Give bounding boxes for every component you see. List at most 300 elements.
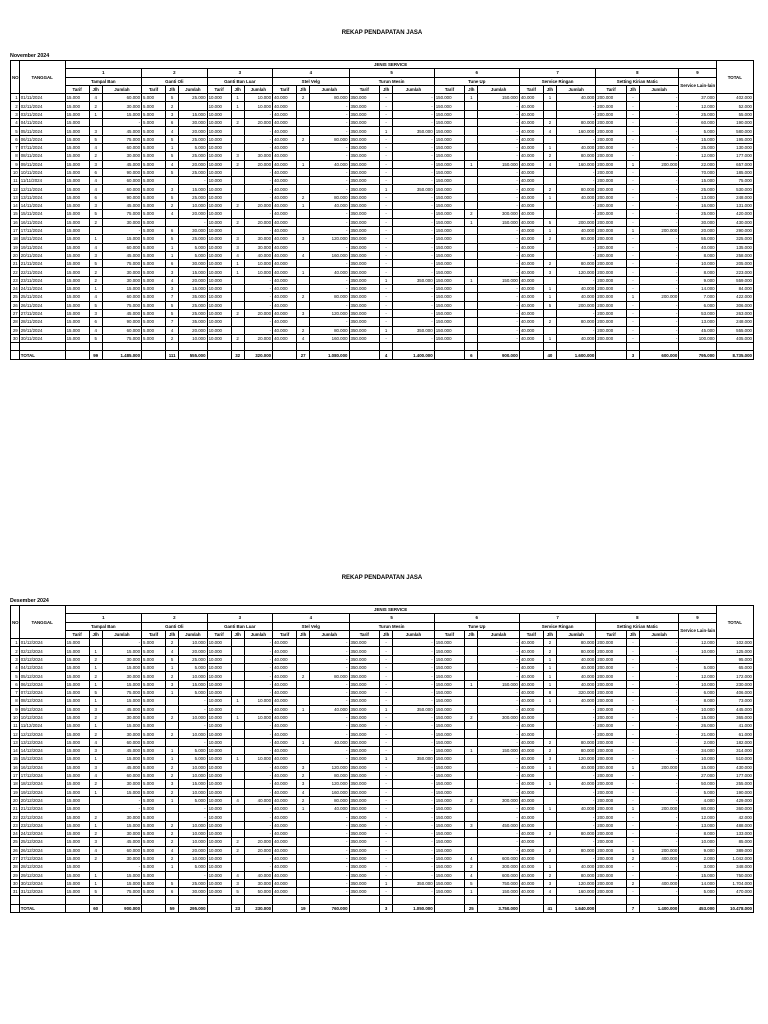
table-row <box>11 218 754 226</box>
table-cell: 80.000 <box>310 94 349 102</box>
table-cell: - <box>393 243 435 251</box>
table-cell: - <box>639 747 678 755</box>
table-cell: - <box>478 309 520 317</box>
table-cell: - <box>380 780 393 788</box>
table-cell: - <box>244 110 272 118</box>
table-cell: 5.000 <box>142 780 166 788</box>
table-cell: 3 <box>89 838 102 846</box>
table-cell: 200.000 <box>596 309 627 317</box>
table-cell: 200.000 <box>596 713 627 721</box>
table-cell: 18/12/2024 <box>19 780 65 788</box>
table-cell: - <box>179 218 207 226</box>
table-cell: 200.000 <box>596 697 627 705</box>
table-cell: 40.000 <box>519 218 543 226</box>
total-cell: 1.050.000 <box>393 904 435 912</box>
table-cell: 350.000 <box>349 713 380 721</box>
table-cell: 80.000 <box>556 747 595 755</box>
table-cell: - <box>478 755 520 763</box>
table-cell: 1 <box>543 805 556 813</box>
table-cell: 10.000 <box>207 639 231 647</box>
table-cell: - <box>310 226 349 234</box>
table-cell: 150.000 <box>434 235 465 243</box>
table-cell <box>297 210 310 218</box>
table-cell: 10.000 <box>207 202 231 210</box>
table-cell: 200.000 <box>596 763 627 771</box>
table-cell: 150.000 <box>434 722 465 730</box>
table-cell: 5.000 <box>142 672 166 680</box>
table-cell: 20/11/2024 <box>19 251 65 259</box>
table-cell: 2 <box>231 160 244 168</box>
table-cell <box>297 730 310 738</box>
table-cell: 10.000 <box>179 830 207 838</box>
table-cell: 150.000 <box>434 119 465 127</box>
table-cell: 15.000 <box>65 688 89 696</box>
table-cell: 3 <box>166 268 179 276</box>
table-cell: 15.000 <box>65 796 89 804</box>
table-cell: 150.000 <box>434 813 465 821</box>
table-cell: 190.000 <box>716 788 753 796</box>
table-cell: - <box>478 119 520 127</box>
table-cell: 20.000 <box>179 276 207 284</box>
table-cell: - <box>310 664 349 672</box>
table-cell: 40.000 <box>273 193 297 201</box>
table-cell: 40.000 <box>519 722 543 730</box>
table-cell: - <box>179 722 207 730</box>
table-cell: 350.000 <box>349 326 380 334</box>
table-cell: 350.000 <box>349 639 380 647</box>
spacer-cell <box>11 896 20 904</box>
table-cell: 40.000 <box>519 285 543 293</box>
table-cell: 8.000 <box>679 697 716 705</box>
table-cell: 2 <box>89 730 102 738</box>
table-cell <box>465 730 478 738</box>
total-cell <box>65 351 89 359</box>
table-cell: 10.000 <box>207 830 231 838</box>
table-cell <box>543 722 556 730</box>
table-cell: - <box>639 235 678 243</box>
table-cell: 15.000 <box>65 260 89 268</box>
table-cell: 4 <box>166 160 179 168</box>
table-cell <box>297 871 310 879</box>
table-row <box>11 788 754 796</box>
table-cell: - <box>556 177 595 185</box>
spacer-cell <box>556 896 595 904</box>
table-cell: 40.000 <box>519 854 543 862</box>
table-cell: 150.000 <box>478 680 520 688</box>
table-cell: 4 <box>297 251 310 259</box>
table-cell: 6 <box>11 135 20 143</box>
table-cell: 40.000 <box>273 260 297 268</box>
table-cell: 1 <box>89 755 102 763</box>
table-cell: - <box>102 863 141 871</box>
table-cell: 15.000 <box>65 738 89 746</box>
table-cell: 09/12/2024 <box>19 705 65 713</box>
table-cell: 1 <box>89 110 102 118</box>
table-cell: 10.000 <box>179 788 207 796</box>
spacer-cell <box>679 343 716 351</box>
table-cell: - <box>244 301 272 309</box>
table-cell: 40.000 <box>519 202 543 210</box>
table-cell: 10.000 <box>244 755 272 763</box>
table-cell: 40.000 <box>273 301 297 309</box>
table-cell: - <box>639 276 678 284</box>
table-cell: - <box>393 788 435 796</box>
table-cell: - <box>380 218 393 226</box>
table-cell: - <box>556 168 595 176</box>
table-cell: 530.000 <box>716 185 753 193</box>
table-cell: 21/12/2024 <box>19 805 65 813</box>
table-cell: 350.000 <box>349 788 380 796</box>
total-cell <box>519 351 543 359</box>
table-cell: - <box>244 680 272 688</box>
table-cell: 2 <box>231 309 244 317</box>
table-cell <box>297 697 310 705</box>
table-cell: 4 <box>166 127 179 135</box>
table-cell: 15.000 <box>65 763 89 771</box>
table-row <box>11 796 754 804</box>
total-cell: 7 <box>626 904 639 912</box>
subheader-tarif: Tarif <box>207 85 231 93</box>
table-cell: 30.000 <box>179 226 207 234</box>
table-cell: - <box>310 185 349 193</box>
table-cell: 2 <box>297 293 310 301</box>
table-cell: 10.000 <box>207 226 231 234</box>
table-cell: 40.000 <box>519 688 543 696</box>
table-cell: - <box>244 771 272 779</box>
table-cell <box>231 210 244 218</box>
table-cell <box>465 688 478 696</box>
table-cell: 20.000 <box>244 846 272 854</box>
service-number: 2 <box>142 69 208 77</box>
table-cell: 10.000 <box>179 730 207 738</box>
table-cell: - <box>626 260 639 268</box>
table-cell: 27.000 <box>679 771 716 779</box>
table-cell: 2 <box>465 210 478 218</box>
table-cell: 2 <box>465 796 478 804</box>
table-cell: 5.000 <box>179 755 207 763</box>
table-cell: 8.000 <box>679 830 716 838</box>
table-cell: 2 <box>543 639 556 647</box>
table-cell: 200.000 <box>596 854 627 862</box>
total-cell <box>349 904 380 912</box>
table-cell: 230.000 <box>716 680 753 688</box>
table-cell: 10.000 <box>207 210 231 218</box>
table-cell: 21.000 <box>679 730 716 738</box>
service-number: 6 <box>434 614 519 622</box>
table-cell: - <box>393 647 435 655</box>
table-cell: 5.000 <box>142 334 166 342</box>
service-number: 3 <box>207 614 273 622</box>
table-cell: 40.000 <box>273 326 297 334</box>
table-cell: 12.000 <box>679 813 716 821</box>
total-cell: 795.000 <box>679 351 716 359</box>
table-cell: 1 <box>89 722 102 730</box>
spacer-cell <box>142 343 166 351</box>
table-cell: 1 <box>543 226 556 234</box>
table-cell: - <box>310 722 349 730</box>
table-cell: 60.000 <box>102 243 141 251</box>
table-cell: - <box>639 177 678 185</box>
table-cell: 200.000 <box>596 127 627 135</box>
total-cell <box>519 904 543 912</box>
table-cell: - <box>380 318 393 326</box>
table-cell: - <box>556 854 595 862</box>
table-cell <box>297 821 310 829</box>
table-cell: - <box>478 688 520 696</box>
table-cell <box>231 730 244 738</box>
header-total: TOTAL <box>716 606 753 639</box>
service-name: Tune Up <box>434 77 519 85</box>
subheader-jlh: Jlh <box>297 85 310 93</box>
table-cell: 40.000 <box>244 796 272 804</box>
table-cell: - <box>393 863 435 871</box>
table-row <box>11 210 754 218</box>
table-cell: 20.000 <box>179 647 207 655</box>
table-cell: 5.000 <box>142 838 166 846</box>
table-cell: 15.000 <box>679 871 716 879</box>
table-cell: 40.000 <box>556 226 595 234</box>
table-cell: 11/11/2024 <box>19 177 65 185</box>
table-cell: 2 <box>89 830 102 838</box>
table-cell: 2 <box>626 879 639 887</box>
table-cell: 5.000 <box>179 747 207 755</box>
table-cell <box>465 846 478 854</box>
table-cell: 10.000 <box>207 285 231 293</box>
table-cell: 50.000 <box>244 888 272 896</box>
table-cell: - <box>244 730 272 738</box>
subheader-tarif: Tarif <box>434 630 465 638</box>
table-cell: 1 <box>380 755 393 763</box>
table-cell: 5 <box>89 135 102 143</box>
table-cell: - <box>179 738 207 746</box>
table-cell: 25.000 <box>179 309 207 317</box>
table-cell: 5.000 <box>142 805 166 813</box>
table-cell: 75.000 <box>102 210 141 218</box>
table-cell: 80.000 <box>556 830 595 838</box>
table-cell <box>543 102 556 110</box>
table-cell: 1 <box>11 94 20 102</box>
table-cell: 20.000 <box>244 838 272 846</box>
table-cell: 40.000 <box>273 110 297 118</box>
table-cell: - <box>626 688 639 696</box>
service-name: Ganti Ban Luar <box>207 77 273 85</box>
table-cell: 5 <box>166 152 179 160</box>
table-cell: - <box>626 713 639 721</box>
table-cell <box>297 276 310 284</box>
table-cell: - <box>478 830 520 838</box>
table-cell: - <box>393 226 435 234</box>
table-cell <box>465 177 478 185</box>
table-cell: 5.000 <box>142 210 166 218</box>
table-cell: 80.000 <box>310 135 349 143</box>
table-row <box>11 318 754 326</box>
table-cell: 429.000 <box>716 796 753 804</box>
table-cell: 10.000 <box>679 647 716 655</box>
table-cell: 430.000 <box>716 218 753 226</box>
header-tanggal: TANGGAL <box>19 606 65 639</box>
table-cell: 25.000 <box>679 110 716 118</box>
table-cell: - <box>626 102 639 110</box>
table-cell: 10.000 <box>207 94 231 102</box>
table-cell: 248.000 <box>716 193 753 201</box>
table-cell: 160.000 <box>310 334 349 342</box>
table-cell: 2 <box>543 185 556 193</box>
table-cell <box>465 326 478 334</box>
subheader-tarif: Tarif <box>349 85 380 93</box>
table-cell: 5.000 <box>679 127 716 135</box>
table-cell: 40.000 <box>519 813 543 821</box>
table-cell: - <box>639 796 678 804</box>
table-cell: 80.000 <box>556 119 595 127</box>
table-cell: 3 <box>297 235 310 243</box>
table-cell: 40.000 <box>519 110 543 118</box>
table-cell: 200.000 <box>596 672 627 680</box>
table-cell: 40.000 <box>273 713 297 721</box>
table-cell: 75.000 <box>102 135 141 143</box>
table-cell: 5.000 <box>142 127 166 135</box>
table-cell: 10.000 <box>207 879 231 887</box>
table-cell: 5.000 <box>142 94 166 102</box>
table-cell: 200.000 <box>596 102 627 110</box>
table-cell: - <box>478 730 520 738</box>
table-cell: 40.000 <box>310 805 349 813</box>
table-cell: - <box>244 705 272 713</box>
table-cell: 10.000 <box>179 771 207 779</box>
table-cell: 2 <box>297 796 310 804</box>
table-cell: 160.000 <box>556 888 595 896</box>
table-cell: 30.000 <box>244 243 272 251</box>
table-cell: 5 <box>166 168 179 176</box>
table-cell: 15.000 <box>65 202 89 210</box>
table-cell: 1 <box>543 680 556 688</box>
table-cell: 4 <box>166 326 179 334</box>
table-cell: 28 <box>11 863 20 871</box>
table-cell: 200.000 <box>596 846 627 854</box>
table-cell: 1 <box>465 680 478 688</box>
table-cell: - <box>310 838 349 846</box>
spacer-cell <box>207 896 231 904</box>
table-cell: 28/11/2024 <box>19 318 65 326</box>
table-cell: 4 <box>89 185 102 193</box>
table-cell: 5.000 <box>679 664 716 672</box>
spacer-cell <box>11 343 20 351</box>
table-cell <box>543 251 556 259</box>
spacer-cell <box>380 343 393 351</box>
table-cell: 45.000 <box>102 705 141 713</box>
spacer-cell <box>19 343 65 351</box>
table-cell: - <box>556 730 595 738</box>
table-cell: 5.000 <box>142 747 166 755</box>
table-cell: 15.000 <box>65 243 89 251</box>
subheader-jumlah: Jumlah <box>478 630 520 638</box>
table-cell: - <box>556 251 595 259</box>
table-cell: 150.000 <box>434 326 465 334</box>
table-cell: 4 <box>166 846 179 854</box>
table-cell: 150.000 <box>434 193 465 201</box>
table-cell <box>231 655 244 663</box>
table-cell: 10.000 <box>244 102 272 110</box>
table-cell: - <box>393 110 435 118</box>
table-cell: - <box>380 813 393 821</box>
table-cell: 40.000 <box>556 293 595 301</box>
table-cell: 5.000 <box>142 268 166 276</box>
table-cell: 10.000 <box>207 838 231 846</box>
table-cell: 2 <box>89 276 102 284</box>
table-cell: 5 <box>543 301 556 309</box>
table-cell: 150.000 <box>434 143 465 151</box>
table-cell <box>231 863 244 871</box>
subheader-jlh: Jlh <box>543 85 556 93</box>
table-cell: - <box>556 796 595 804</box>
table-cell <box>297 143 310 151</box>
subheader-jumlah: Jumlah <box>393 85 435 93</box>
table-cell: - <box>478 647 520 655</box>
table-cell: - <box>626 127 639 135</box>
table-cell: 25.000 <box>179 879 207 887</box>
table-row <box>11 177 754 185</box>
table-cell: 3 <box>89 251 102 259</box>
table-cell: - <box>310 143 349 151</box>
table-cell: 15.000 <box>102 110 141 118</box>
table-cell <box>465 318 478 326</box>
table-cell <box>297 218 310 226</box>
report-november <box>10 30 754 360</box>
service-name: Tune Up <box>434 622 519 630</box>
table-cell: 40.000 <box>556 672 595 680</box>
table-cell: 40.000 <box>556 763 595 771</box>
service-number: 9 <box>679 69 716 77</box>
table-cell: 15.000 <box>65 639 89 647</box>
table-cell: 1 <box>231 755 244 763</box>
table-cell: - <box>393 813 435 821</box>
total-cell <box>596 351 627 359</box>
table-cell <box>89 796 102 804</box>
table-cell: 350.000 <box>349 697 380 705</box>
table-cell <box>465 243 478 251</box>
table-cell: - <box>626 202 639 210</box>
service-name: Ganti Oli <box>142 77 208 85</box>
table-row <box>11 110 754 118</box>
table-cell: - <box>626 94 639 102</box>
table-cell: 02/12/2024 <box>19 647 65 655</box>
table-cell: 4 <box>89 177 102 185</box>
table-cell: 7 <box>166 318 179 326</box>
table-cell <box>297 318 310 326</box>
table-cell: - <box>244 688 272 696</box>
table-cell: 1 <box>543 334 556 342</box>
spacer-cell <box>231 896 244 904</box>
service-number: 7 <box>519 614 595 622</box>
table-cell: - <box>626 326 639 334</box>
table-cell: 15.000 <box>65 160 89 168</box>
subheader-tarif: Tarif <box>142 630 166 638</box>
table-cell: 12.000 <box>679 102 716 110</box>
table-cell: 3 <box>166 680 179 688</box>
table-cell <box>231 738 244 746</box>
table-cell: - <box>626 697 639 705</box>
table-cell: - <box>380 226 393 234</box>
table-cell: 40.000 <box>556 193 595 201</box>
table-cell: - <box>626 788 639 796</box>
subheader-jlh: Jlh <box>626 630 639 638</box>
table-cell: 150.000 <box>434 672 465 680</box>
table-cell: 25.000 <box>179 193 207 201</box>
table-cell: - <box>626 838 639 846</box>
table-cell: 30.000 <box>102 102 141 110</box>
table-row <box>11 309 754 317</box>
table-cell: 40.000 <box>679 243 716 251</box>
table-cell: 25.000 <box>179 301 207 309</box>
